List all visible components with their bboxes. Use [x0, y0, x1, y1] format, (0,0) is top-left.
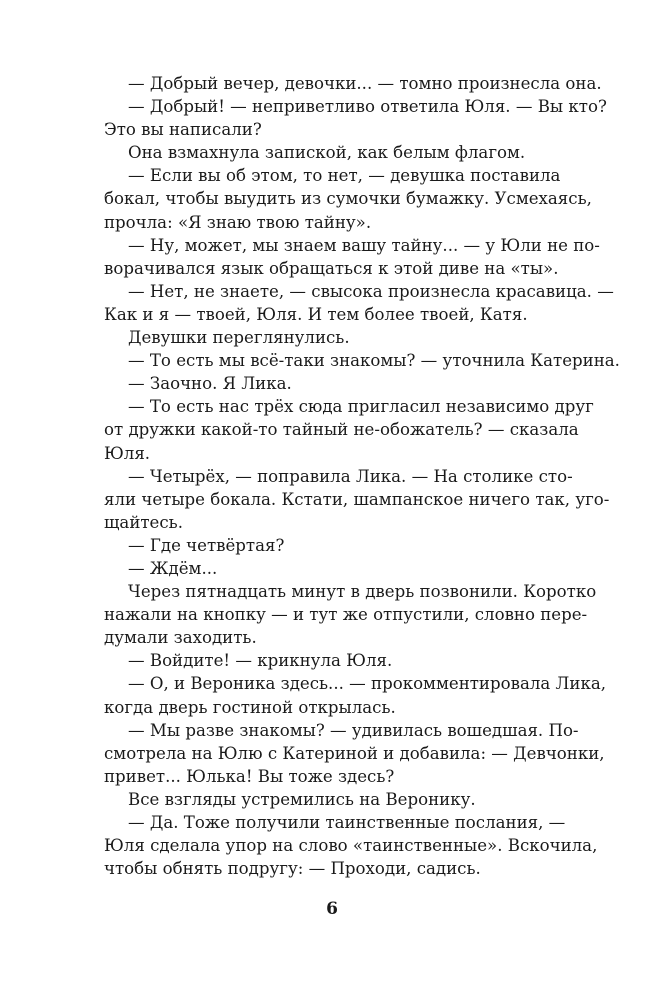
text-line: когда дверь гостиной открылась. — [104, 697, 396, 717]
text-line: нажали на кнопку — и тут же отпустили, словно пере- — [104, 605, 588, 625]
text-line: Юля сделала упор на слово «таинственные». Вскочила, — [104, 836, 598, 856]
text-line: Она взмахнула запиской, как белым флагом. — [128, 143, 526, 163]
text-line: — Где четвёртая? — [128, 535, 285, 555]
text-line: — То есть нас трёх сюда пригласил независимо друг — [128, 397, 594, 417]
text-line: — Добрый! — неприветливо ответила Юля. — Вы кто? — [128, 97, 607, 117]
text-line: Девушки переглянулись. — [128, 328, 350, 348]
text-line: Как и я — твоей, Юля. И тем более твоей, Катя. — [104, 304, 528, 324]
text-line: яли четыре бокала. Кстати, шампанское ничего так, уго- — [104, 489, 610, 509]
text-line: щайтесь. — [104, 512, 183, 532]
text-line: — Да. Тоже получили таинственные послания, — — [128, 813, 566, 832]
text-line: — Добрый вечер, девочки... — томно произнесла она. — [128, 74, 602, 93]
text-line: чтобы обнять подругу: — Проходи, садись. — [104, 859, 481, 879]
text-line: прочла: «Я знаю твою тайну». — [104, 212, 372, 232]
text-line: — Четырёх, — поправила Лика. — На столике сто- — [128, 466, 573, 486]
text-line: думали заходить. — [104, 628, 257, 648]
text-line: — Ну, может, мы знаем вашу тайну... — у Юли не по- — [128, 235, 600, 255]
text-line: бокал, чтобы выудить из сумочки бумажку. Усмехаясь, — [104, 189, 592, 209]
text-line: — Если вы об этом, то нет, — девушка поставила — [128, 166, 561, 186]
body-text — [104, 72, 620, 880]
text-line: Это вы написали? — [104, 120, 262, 140]
text-line: — Нет, не знаете, — свысока произнесла красавица. — — [128, 281, 614, 301]
text-line: ворачивался язык обращаться к этой диве на «ты». — [104, 258, 559, 278]
text-line: — Ждём... — [128, 558, 218, 578]
text-line: смотрела на Юлю с Катериной и добавила: — Девчонки, — [104, 743, 605, 763]
text-line: — Заочно. Я Лика. — [128, 374, 292, 394]
text-line: Через пятнадцать минут в дверь позвонили. Коротко — [128, 582, 597, 602]
text-line: привет... Юлька! Вы тоже здесь? — [104, 766, 395, 786]
text-line: — О, и Вероника здесь... — прокомментировала Лика, — [128, 674, 606, 694]
text-line: — Войдите! — крикнула Юля. — [128, 651, 393, 671]
text-line: от дружки какой-то тайный не-обожатель? — сказала — [104, 420, 579, 440]
text-line: — То есть мы всё-таки знакомы? — уточнила Катерина. — [128, 351, 620, 371]
text-line: Юля. — [104, 443, 151, 463]
page-number: 6 — [326, 899, 338, 919]
text-line: Все взгляды устремились на Веронику. — [128, 789, 476, 809]
text-line: — Мы разве знакомы? — удивилась вошедшая. По- — [128, 720, 579, 740]
